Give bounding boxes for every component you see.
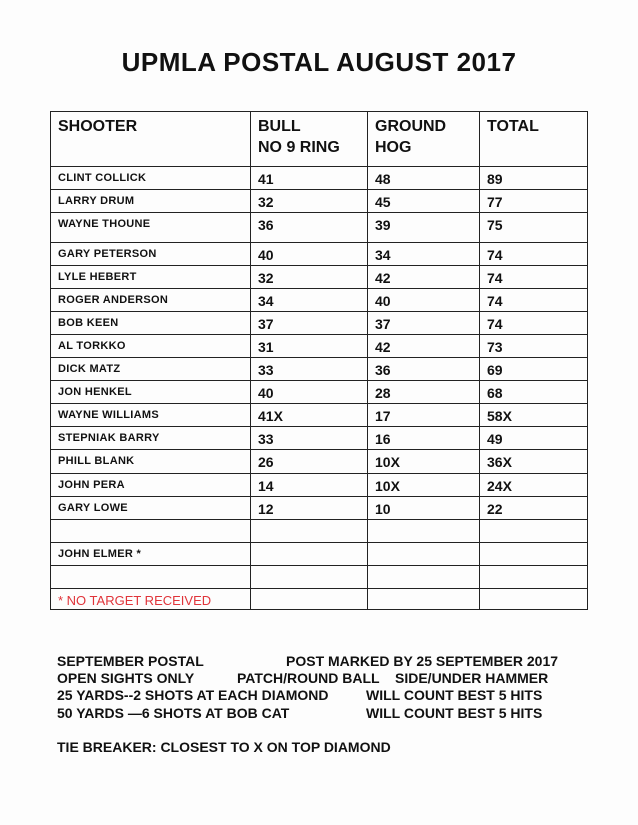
page-title: UPMLA POSTAL AUGUST 2017	[121, 47, 517, 77]
table-row	[51, 213, 588, 243]
total-score: 74	[480, 289, 588, 312]
ground-hog-score: 17	[368, 404, 480, 427]
shooter-name: BOB KEEN	[51, 312, 251, 335]
yards-50-rule: 50 YARDS —6 SHOTS AT BOB CAT	[57, 705, 290, 721]
table-row	[51, 335, 588, 358]
bull-score	[251, 520, 368, 543]
total-score: 73	[480, 335, 588, 358]
bull-score: 26	[251, 450, 368, 474]
shooter-name: ROGER ANDERSON	[51, 289, 251, 312]
bull-score: 41	[251, 167, 368, 190]
table-row	[51, 289, 588, 312]
total-score: 49	[480, 427, 588, 450]
table-body	[51, 167, 588, 589]
total-score: 89	[480, 167, 588, 190]
table-row	[51, 404, 588, 427]
bull-score: 41X	[251, 404, 368, 427]
bull-score	[251, 543, 368, 566]
total-score: 74	[480, 243, 588, 266]
sights-rule: OPEN SIGHTS ONLY	[57, 670, 195, 686]
note-row	[51, 589, 588, 610]
bull-score: 12	[251, 497, 368, 520]
results-table	[50, 111, 588, 610]
table-row	[51, 450, 588, 474]
total-score	[480, 520, 588, 543]
ground-hog-score	[368, 543, 480, 566]
bull-score: 32	[251, 190, 368, 213]
total-score	[480, 543, 588, 566]
tie-breaker: TIE BREAKER: CLOSEST TO X ON TOP DIAMOND	[57, 739, 391, 755]
ground-hog-score: 42	[368, 266, 480, 289]
table-row	[51, 190, 588, 213]
ground-hog-score	[368, 520, 480, 543]
table-row	[51, 474, 588, 497]
table-row	[51, 543, 588, 566]
total-score: 58X	[480, 404, 588, 427]
no-target-note: * NO TARGET RECEIVED	[51, 589, 251, 610]
ground-hog-score: 40	[368, 289, 480, 312]
shooter-name	[51, 520, 251, 543]
ground-hog-score: 10X	[368, 450, 480, 474]
ground-hog-score: 16	[368, 427, 480, 450]
total-score: 74	[480, 266, 588, 289]
total-score: 74	[480, 312, 588, 335]
ground-hog-score: 34	[368, 243, 480, 266]
table-row	[51, 312, 588, 335]
bull-score: 37	[251, 312, 368, 335]
bull-score: 31	[251, 335, 368, 358]
shooter-name: JON HENKEL	[51, 381, 251, 404]
table-row	[51, 566, 588, 589]
ground-hog-score	[368, 566, 480, 589]
header-total: TOTAL	[480, 112, 588, 167]
bull-score: 33	[251, 427, 368, 450]
table-row	[51, 381, 588, 404]
bull-score: 36	[251, 213, 368, 243]
bull-score: 14	[251, 474, 368, 497]
table-row	[51, 358, 588, 381]
shooter-name: WAYNE THOUNE	[51, 213, 251, 243]
empty-cell	[368, 589, 480, 610]
table-row	[51, 243, 588, 266]
hammer-rule: SIDE/UNDER HAMMER	[395, 670, 549, 686]
total-score	[480, 566, 588, 589]
shooter-name: JOHN ELMER *	[51, 543, 251, 566]
ground-hog-score: 42	[368, 335, 480, 358]
header-ground-hog: GROUND HOG	[368, 112, 480, 167]
bull-score	[251, 566, 368, 589]
table-row	[51, 427, 588, 450]
ground-hog-score: 36	[368, 358, 480, 381]
shooter-name: LYLE HEBERT	[51, 266, 251, 289]
empty-cell	[480, 589, 588, 610]
shooter-name: GARY LOWE	[51, 497, 251, 520]
table-row	[51, 266, 588, 289]
yards-25-count: WILL COUNT BEST 5 HITS	[366, 687, 543, 703]
total-score: 36X	[480, 450, 588, 474]
ground-hog-score: 48	[368, 167, 480, 190]
table-row	[51, 520, 588, 543]
shooter-name: STEPNIAK BARRY	[51, 427, 251, 450]
ball-rule: PATCH/ROUND BALL	[237, 670, 380, 686]
ground-hog-score: 10X	[368, 474, 480, 497]
header-bull: BULL NO 9 RING	[251, 112, 368, 167]
empty-cell	[251, 589, 368, 610]
shooter-name: DICK MATZ	[51, 358, 251, 381]
bull-score: 34	[251, 289, 368, 312]
table-row	[51, 167, 588, 190]
shooter-name: PHILL BLANK	[51, 450, 251, 474]
postmark-deadline: POST MARKED BY 25 SEPTEMBER 2017	[286, 653, 559, 669]
total-score: 22	[480, 497, 588, 520]
yards-25-rule: 25 YARDS--2 SHOTS AT EACH DIAMOND	[57, 687, 329, 703]
table-row	[51, 497, 588, 520]
yards-50-count: WILL COUNT BEST 5 HITS	[366, 705, 543, 721]
ground-hog-score: 28	[368, 381, 480, 404]
shooter-name	[51, 566, 251, 589]
total-score: 68	[480, 381, 588, 404]
bull-score: 40	[251, 243, 368, 266]
ground-hog-score: 10	[368, 497, 480, 520]
shooter-name: JOHN PERA	[51, 474, 251, 497]
bull-score: 32	[251, 266, 368, 289]
next-postal-label: SEPTEMBER POSTAL	[57, 653, 204, 669]
shooter-name: WAYNE WILLIAMS	[51, 404, 251, 427]
total-score: 69	[480, 358, 588, 381]
shooter-name: AL TORKKO	[51, 335, 251, 358]
bull-score: 40	[251, 381, 368, 404]
bull-score: 33	[251, 358, 368, 381]
shooter-name: GARY PETERSON	[51, 243, 251, 266]
shooter-name: LARRY DRUM	[51, 190, 251, 213]
total-score: 75	[480, 213, 588, 243]
table-header-row	[51, 112, 588, 167]
header-shooter: SHOOTER	[51, 112, 251, 167]
ground-hog-score: 45	[368, 190, 480, 213]
shooter-name: CLINT COLLICK	[51, 167, 251, 190]
ground-hog-score: 39	[368, 213, 480, 243]
total-score: 24X	[480, 474, 588, 497]
total-score: 77	[480, 190, 588, 213]
ground-hog-score: 37	[368, 312, 480, 335]
